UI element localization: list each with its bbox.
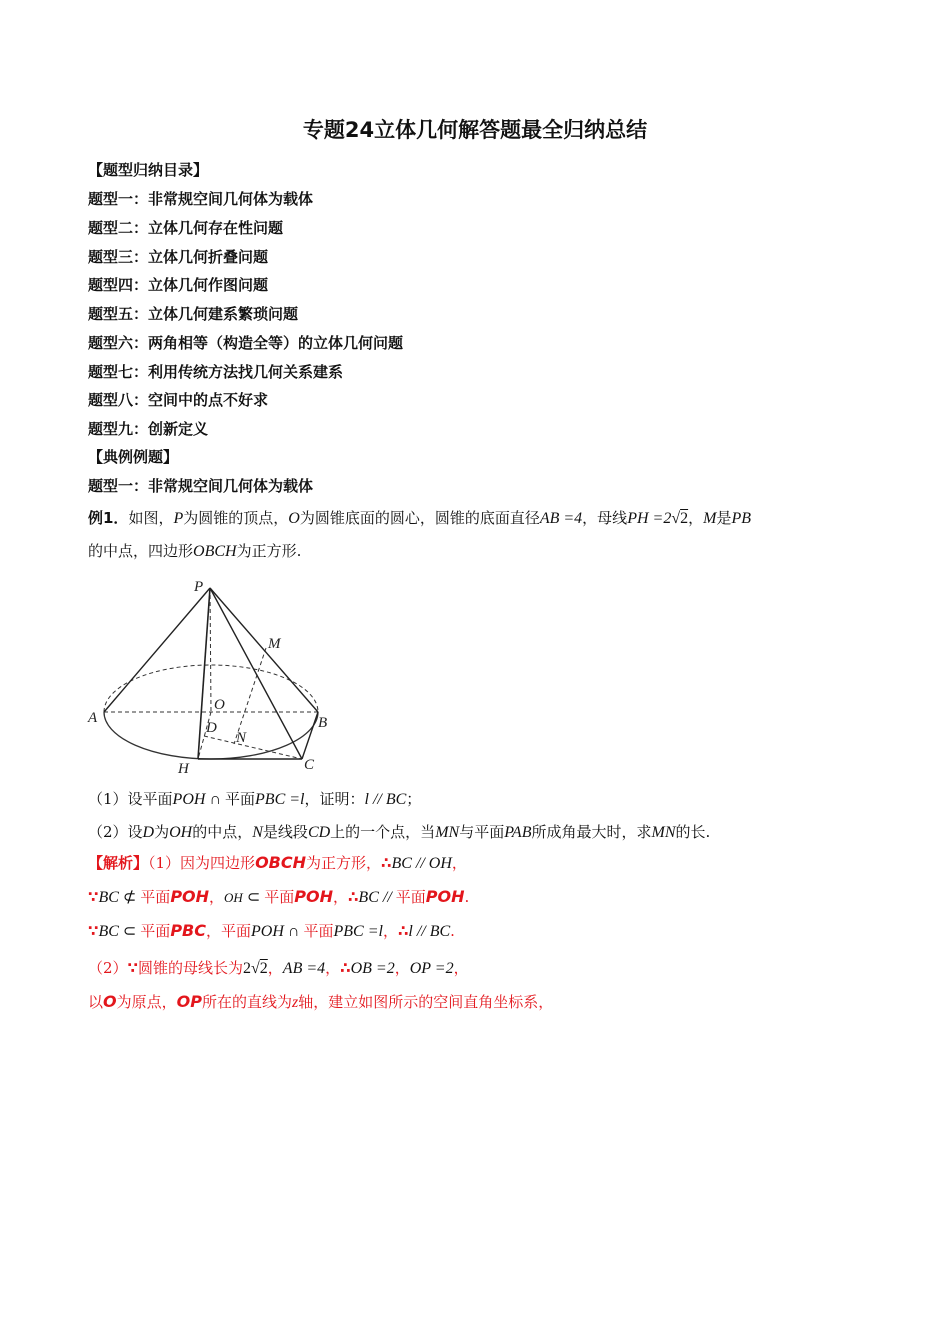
catalog-item-3: 题型三：立体几何折叠问题 — [88, 248, 269, 266]
catalog-item-8: 题型八：空间中的点不好求 — [88, 391, 269, 409]
solution-line-2: ∵BC ⊄ 平面POH，OH ⊂ 平面POH，∴BC // 平面POH. — [88, 887, 470, 906]
catalog-item-5: 题型五：立体几何建系繁琐问题 — [88, 305, 299, 323]
axis-po — [210, 588, 211, 712]
label-p: P — [194, 579, 204, 595]
label-c: C — [304, 757, 315, 773]
solution-line-4: （2）∵圆锥的母线长为2√2，AB =4，∴OB =2，OP =2， — [88, 959, 469, 977]
catalog-item-2: 题型二：立体几何存在性问题 — [88, 219, 284, 237]
catalog-heading: 【题型归纳目录】 — [88, 161, 209, 179]
catalog-item-7: 题型七：利用传统方法找几何关系建系 — [88, 363, 344, 381]
page-title: 专题24立体几何解答题最全归纳总结 — [302, 118, 648, 142]
problem-line-1: 例1．如图，P为圆锥的顶点，O为圆锥底面的圆心，圆锥的底面直径AB =4，母线PH =2√2，M是PB — [88, 509, 751, 527]
label-a: A — [88, 710, 98, 726]
label-n: N — [236, 730, 247, 746]
label-d: D — [206, 720, 217, 736]
cone-diagram — [86, 576, 336, 776]
catalog-item-1: 题型一：非常规空间几何体为载体 — [88, 190, 314, 208]
question-2: （2）设D为OH的中点，N是线段CD上的一个点，当MN与平面PAB所成角最大时，求MN的长. — [88, 823, 711, 841]
edge-pc — [210, 588, 302, 759]
label-b: B — [318, 715, 328, 731]
label-m: M — [268, 636, 281, 652]
example-label: 例1． — [88, 509, 129, 527]
label-o: O — [214, 697, 225, 713]
cone-figure — [86, 576, 336, 776]
solution-line-5: 以O为原点，OP所在的直线为z轴，建立如图所示的空间直角坐标系， — [88, 992, 554, 1011]
generatrix-pb — [210, 588, 318, 712]
type-one-heading: 题型一：非常规空间几何体为载体 — [88, 477, 314, 495]
question-1: （1）设平面POH ∩ 平面PBC =l，证明：l // BC； — [88, 790, 422, 808]
generatrix-pa — [104, 588, 210, 712]
sqrt-icon: √ — [251, 960, 260, 977]
solution-line-1: 【解析】（1）因为四边形OBCH为正方形，∴BC // OH， — [88, 853, 467, 872]
sqrt-icon: √ — [671, 510, 681, 527]
label-h: H — [178, 761, 189, 776]
solution-tag: 【解析】 — [88, 854, 149, 872]
examples-heading: 【典例例题】 — [88, 448, 179, 466]
catalog-item-9: 题型九：创新定义 — [88, 420, 209, 438]
catalog-item-6: 题型六：两角相等（构造全等）的立体几何问题 — [88, 334, 404, 352]
problem-line-2: 的中点，四边形OBCH为正方形. — [88, 542, 302, 560]
catalog-item-4: 题型四：立体几何作图问题 — [88, 276, 269, 294]
solution-line-3: ∵BC ⊂ 平面PBC，平面POH ∩ 平面PBC =l，∴l // BC. — [88, 921, 455, 940]
